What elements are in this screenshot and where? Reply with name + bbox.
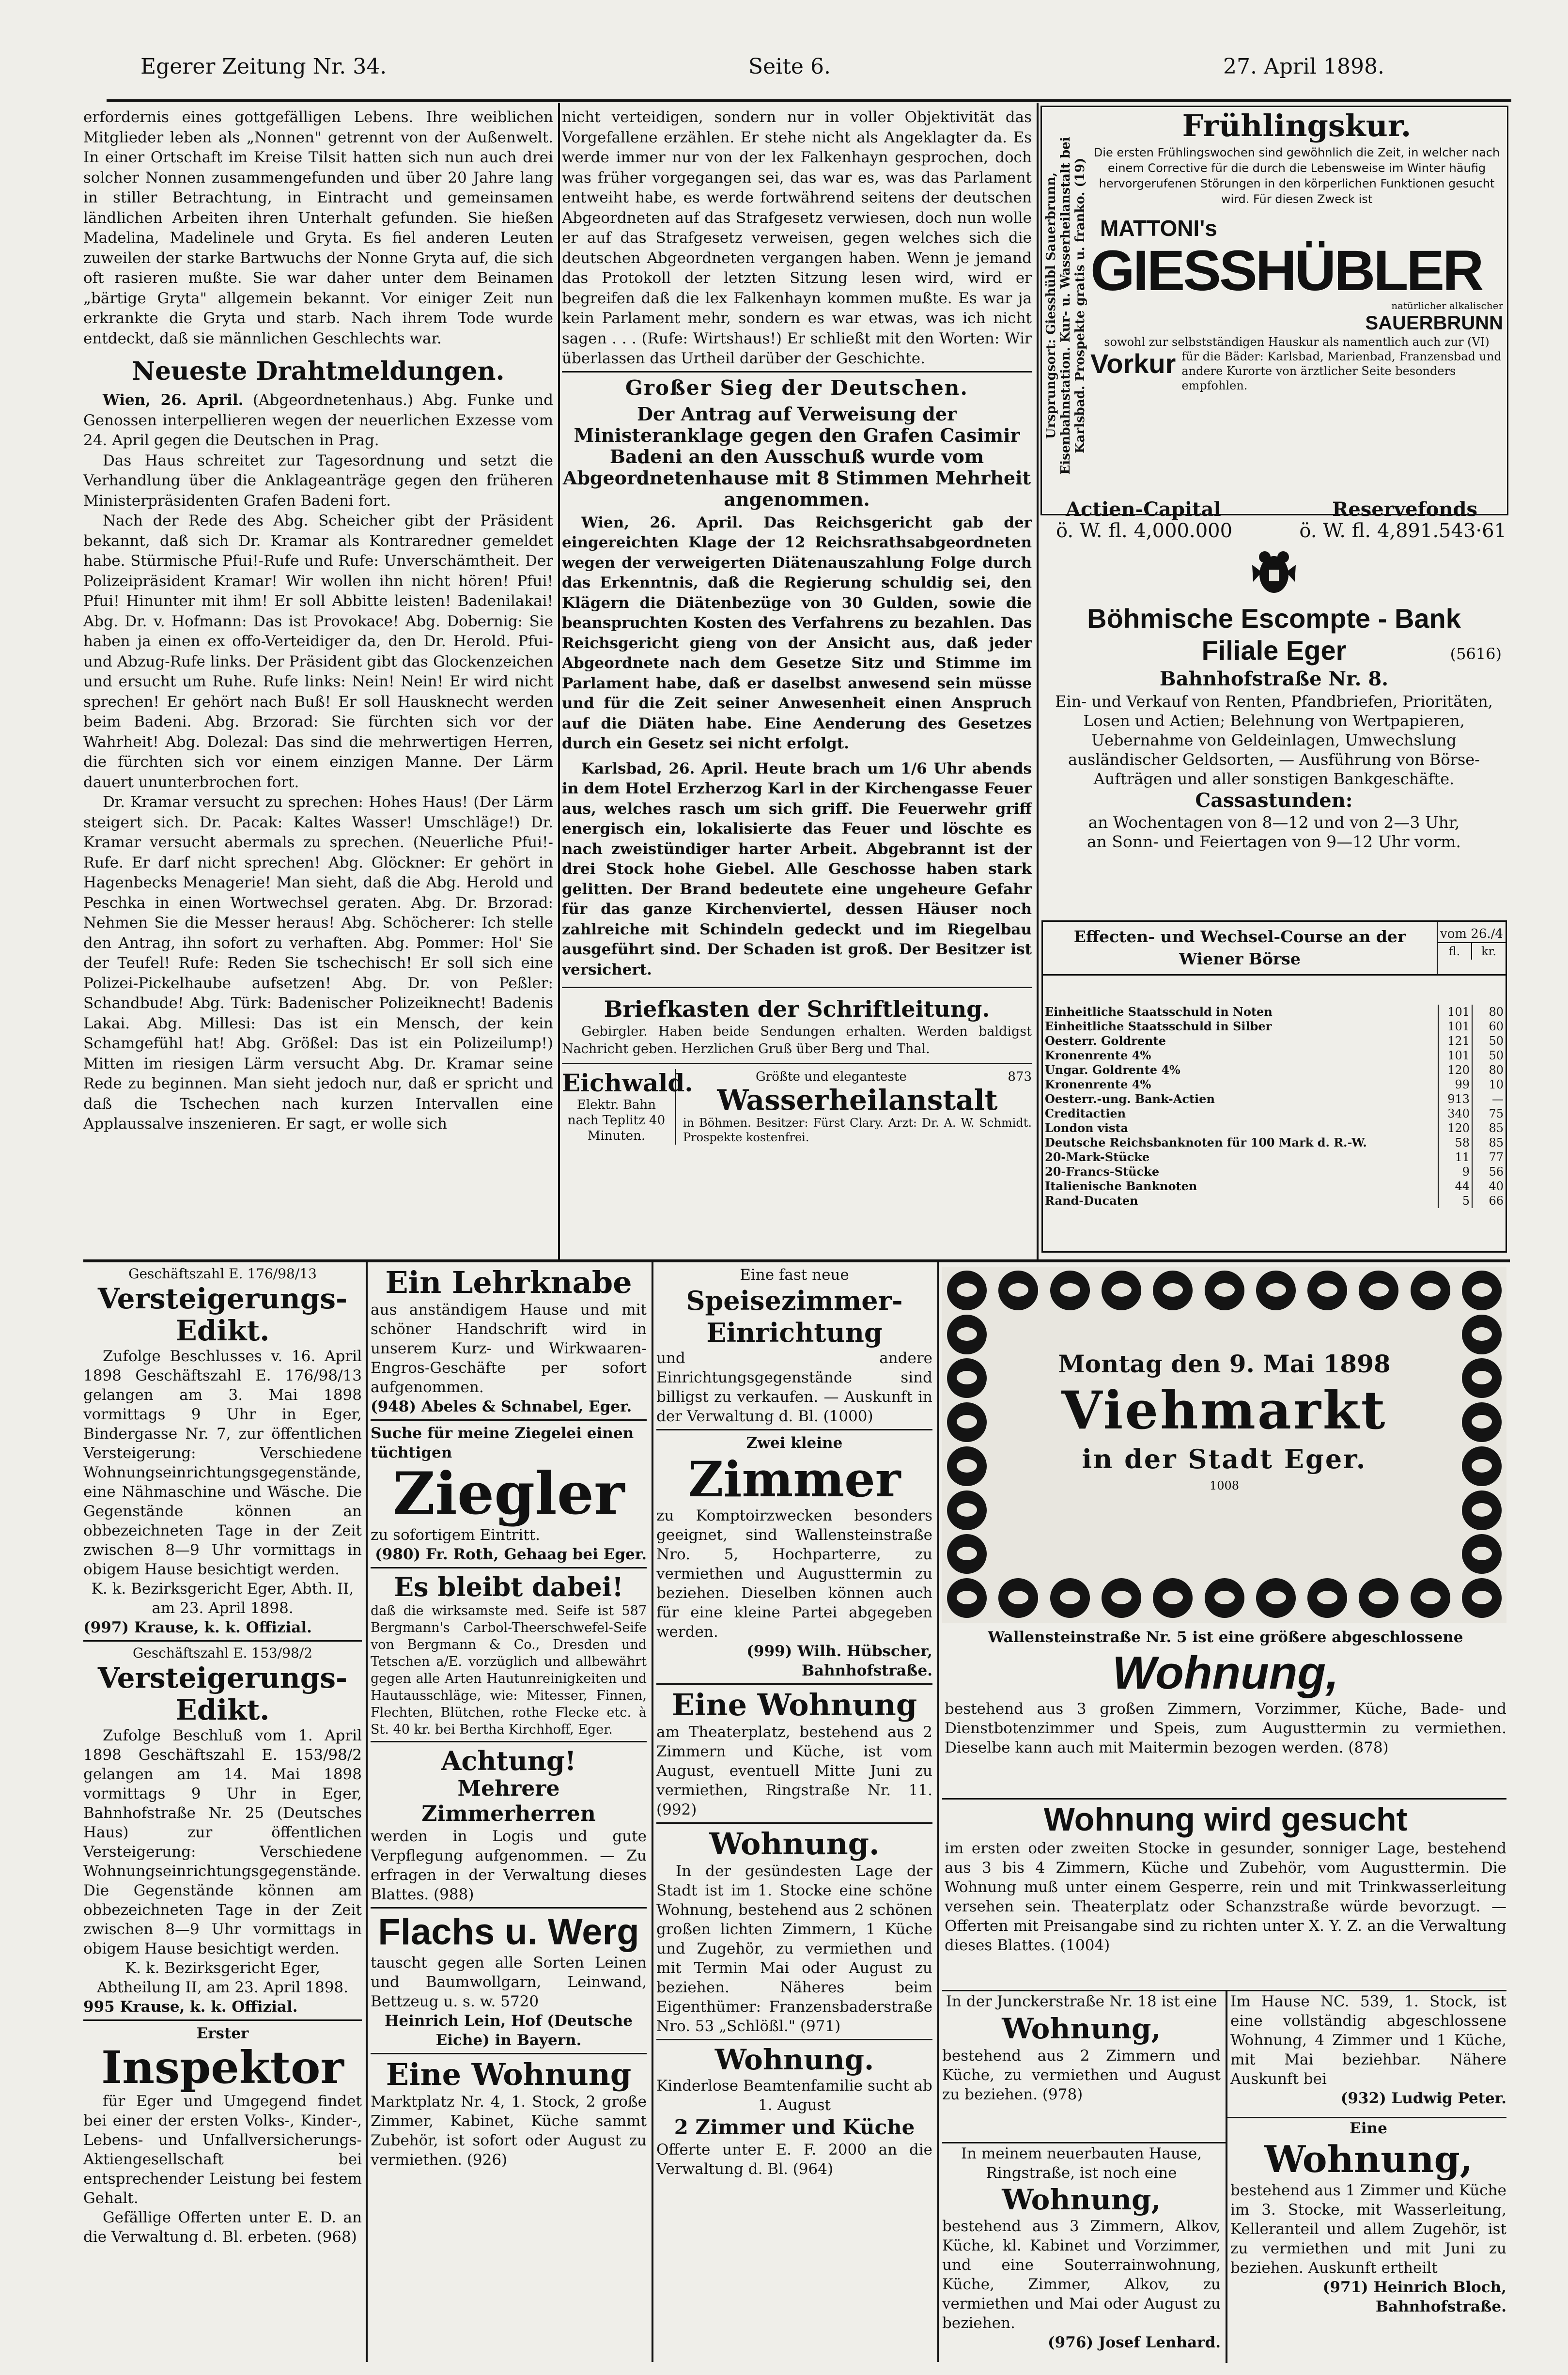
rate-fl: 58 — [1438, 1135, 1472, 1150]
soap-title: Es bleibt dabei! — [393, 1571, 624, 1602]
col-header-fl: fl. — [1448, 945, 1460, 958]
rate-fl: 101 — [1438, 1005, 1472, 1019]
rate-fl: 101 — [1438, 1019, 1472, 1034]
cattle-medallion-icon — [1102, 1578, 1141, 1618]
brickmaker-sign: (980) Fr. Roth, Gehaag bei Eger. — [375, 1546, 647, 1563]
dateline: Wien, 26. April. — [103, 391, 244, 409]
page-number: Seite 6. — [748, 54, 831, 79]
ad-text: bestehend aus 3 großen Zimmern, Vorzimmer, Küche, Bade- und Dienstbotenzimmer und Speis, zum Augusttermin zu vermiethen. Dieselbe kann auch mit Maitermin bezogen werden. (878) — [945, 1700, 1506, 1756]
letterbox-heading: Briefkasten der Schriftleitung. — [604, 996, 990, 1022]
stock-rates-table — [1041, 920, 1507, 1253]
spa-ad — [562, 1069, 1032, 1145]
attention-title: Achtung! — [441, 1745, 576, 1776]
cattle-medallion-icon — [998, 1578, 1038, 1618]
ad-number: 873 — [1008, 1070, 1032, 1084]
rate-row — [1043, 1135, 1506, 1150]
cattle-medallion-icon — [947, 1271, 987, 1310]
capital-value: ö. W. fl. 4,000.000 — [1056, 520, 1233, 542]
article-paragraph: Wien, 26. April. Das Reichsgericht gab der eingereichten Klage der 12 Reichsrathsabgeordneten wegen der verweigerten Diätenauszahlung Folge durch das Erkenntnis, daß die Regierung schuldig sei, den Klägern die Diätenbezüge von 30 Gulden, sowie die beanspruchten Kosten des Verfahrens zu bezahlen. Das Reichsgericht gieng von der Ansicht aus, daß jeder Abgeordnete nach dem Gesetze Sitz und Stimme im Parlament habe, daß er daselbst anwesend sein müsse und für die Zeit seiner Anwesenheit einen Anspruch auf die Diäten habe. Eine Aenderung des Gesetzes durch ein Gesetz sei nicht erfolgt. — [562, 513, 1032, 752]
edikt-court: K. k. Bezirksgericht Eger, Abtheilung II, am 23. April 1898. — [96, 1959, 349, 1996]
edikt-court: K. k. Bezirksgericht Eger, Abth. II, am 23. April 1898. — [91, 1580, 354, 1617]
mattoni-tail: sowohl zur selbstständigen Hauskur als namentlich auch zur (VI) — [1104, 335, 1490, 349]
bank-street: Bahnhofstraße Nr. 8. — [1159, 667, 1389, 690]
cattle-medallion-icon — [947, 1490, 987, 1530]
cattle-medallion-icon — [947, 1358, 987, 1398]
market-place: in der Stadt Eger. — [1082, 1444, 1367, 1475]
rate-name: Rand-Ducaten — [1045, 1194, 1138, 1208]
rate-row — [1043, 1092, 1506, 1106]
cattle-medallion-icon — [1102, 1271, 1141, 1310]
edikt-title: Versteigerungs-Edikt. — [97, 1282, 348, 1347]
apartment-text: Kinderlose Beamtenfamilie sucht ab 1. August — [656, 2077, 932, 2114]
rate-fl: 913 — [1438, 1092, 1472, 1106]
article-paragraph: Karlsbad, 26. April. Heute brach um 1/6 Uhr abends in dem Hotel Erzherzog Karl in der Kirchengasse Feuer aus, welches rasch um sich griff. Die Feuerwehr griff energisch ein, lokalisierte das Feuer und löschte es nach zweistündiger harter Arbeit. Abgebrannt ist der drei Stock hohe Giebel. Alle Geschosse haben stark gelitten. Der Brand bedeutete eine ungeheure Gefahr für das ganze Kirchenviertel, dessen Häuser noch zahlreiche mit Schindeln gedeckt und im Riegelbau ausgeführt sind. Der Schaden ist groß. Der Besitzer ist versichert. — [562, 760, 1032, 978]
ad-pre: Eine — [1350, 2120, 1387, 2137]
letterbox-text: Gebirgler. Haben beide Sendungen erhalten. Werden baldigst Nachricht geben. Herzlichen Gruß über Berg und Thal. — [562, 1024, 1032, 1056]
cattle-medallion-icon — [947, 1446, 987, 1486]
mattoni-body — [1090, 107, 1503, 393]
apprentice-title: Ein Lehrknabe — [385, 1265, 632, 1300]
reserve-value: ö. W. fl. 4,891.543·61 — [1299, 520, 1506, 542]
ad-text: bestehend aus 3 Zimmern, Alkov, Küche, kl. Kabinet und Vorzimmer, und eine Souterrainwohnung, Küche, Zimmer, Alkov, zu vermiethen und Mai oder August zu beziehen. — [942, 2218, 1221, 2332]
ad-text: bestehend aus 1 Zimmer und Küche im 3. Stocke, mit Wasserleitung, Kelleranteil und allem Zugehör, ist zu vermiethen und mit Juni zu beziehen. Auskunft ertheilt — [1230, 2182, 1506, 2277]
bank-services: Ein- und Verkauf von Renten, Pfandbriefen, Prioritäten, Losen und Actien; Belehnung von Wertpapieren, Uebernahme von Geldeinlagen, Umwechslung ausländischer Geldsorten, — Ausführung von Börse-Aufträgen und aller sonstigen Bankgeschäfte. — [1055, 692, 1493, 788]
dining-pre: Eine fast neue — [740, 1266, 849, 1284]
mattoni-vorkur: Vorkur — [1090, 348, 1176, 379]
apartment-sub: 2 Zimmer und Küche — [674, 2115, 915, 2139]
brickmaker-title: Ziegler — [392, 1459, 625, 1528]
cattle-medallion-icon — [1462, 1402, 1502, 1442]
mattoni-title: Frühlingskur. — [1182, 108, 1412, 143]
rate-name: London vista — [1045, 1121, 1129, 1135]
rate-row — [1043, 1048, 1506, 1063]
classified-column-1 — [83, 1265, 362, 2360]
attention-text: werden in Logis und gute Verpflegung aufgenommen. — Zu erfragen in der Verwaltung dieses Blattes. (988) — [371, 1828, 647, 1903]
double-eagle-icon — [1247, 545, 1301, 599]
inspector-title: Inspektor — [101, 2041, 344, 2094]
market-title: Viehmarkt — [1061, 1380, 1387, 1441]
apartment-wallenstein-ad — [945, 1628, 1506, 1797]
cattle-medallion-icon — [1462, 1358, 1502, 1398]
ad-text: Im Hause NC. 539, 1. Stock, ist eine vollständig abgeschlossene Wohnung, 4 Zimmer und 1 Küche, mit Mai beziehbar. Nähere Auskunft bei — [1230, 1993, 1506, 2088]
header-rule — [107, 99, 1511, 102]
hours-label: Cassastunden: — [1195, 789, 1353, 812]
ad-title: Wohnung, — [1002, 2183, 1161, 2216]
col-header-kr: kr. — [1471, 943, 1506, 960]
apartment-text: In der gesündesten Lage der Stadt ist im 1. Stocke eine schöne Wohnung, bestehend aus 2 schönen großen lichten Zimmern, 1 Küche und Zugehör, zu vermiethen und mit Termin Mai oder August zu beziehen. Näheres beim Eigenthümer: Franzensbaderstraße Nro. 53 „Schlößl." (971) — [656, 1863, 932, 2035]
apartment-text: Marktplatz Nr. 4, 1. Stock, 2 große Zimmer, Kabinet, Küche sammt Zubehör, ist sofort oder August zu vermiethen. (926) — [371, 2093, 647, 2169]
market-date: Montag den 9. Mai 1898 — [1058, 1350, 1391, 1378]
eagle-emblem — [1247, 545, 1301, 599]
rate-name: Oesterr. Goldrente — [1045, 1034, 1166, 1048]
rate-name: Einheitliche Staatsschuld in Silber — [1045, 1019, 1272, 1033]
rate-row — [1043, 1179, 1506, 1194]
issue-date: 27. April 1898. — [1223, 54, 1385, 79]
column-divider — [652, 1262, 653, 2362]
brickmaker-pre: Suche für meine Ziegelei einen tüchtigen — [371, 1425, 634, 1461]
cattle-medallion-icon — [1411, 1271, 1450, 1310]
spa-title: Wasserheilanstalt — [717, 1084, 998, 1117]
dining-title: Speisezimmer-Einrichtung — [686, 1285, 903, 1348]
cattle-medallion-icon — [1411, 1578, 1450, 1618]
rate-fl: 11 — [1438, 1150, 1472, 1164]
mattoni-side-text: Ursprungsort: Giesshübl Sauerbrunn, Eisenbahnstation. Kur- u. Wasserheilanstalt bei Karlsbad. Prospekte gratis u. franko. (19) — [1044, 137, 1087, 475]
cattle-medallion-icon — [1462, 1315, 1502, 1354]
rate-fl: 99 — [1438, 1077, 1472, 1092]
ad-number: (5616) — [1450, 645, 1502, 663]
rate-name: Ungar. Goldrente 4% — [1045, 1063, 1180, 1077]
cattle-medallion-icon — [1462, 1578, 1502, 1618]
intro-article: erfordernis eines gottgefälligen Lebens. Ihre weiblichen Mitglieder leben als „Nonnen" getrennt von der Außenwelt. In einer Ortschaft im Kreise Tilsit hatten sich nun auch drei solcher Nonnen zusammengefunden und über 20 Jahre lang in stiller Betrachtung, in Eintracht und gemeinsamen ländlichen Arbeiten ihren Unterhalt gefunden. Sie hießen Madelina, Madelinele und Gryta. Es fiel anderen Leuten zuweilen der starke Bartwuchs der Nonne Gryta auf, die sich oft rasieren mußte. Sie war daher unter dem Beinamen „bärtige Gryta" allgemein bekannt. Vor einiger Zeit nun erkrankte die Gryta und starb. Nach ihrem Tode wurde entdeckt, daß sie männlichen Geschlechts war. — [83, 109, 553, 347]
cattle-medallion-icon — [1256, 1578, 1296, 1618]
section-heading: Großer Sieg der Deutschen. — [625, 375, 968, 400]
rate-name: Deutsche Reichsbanknoten für 100 Mark d. R.-W. — [1045, 1135, 1367, 1149]
rate-kr: 50 — [1472, 1034, 1506, 1048]
rates-date: vom 26./4 — [1440, 927, 1503, 941]
rate-kr: 85 — [1472, 1121, 1506, 1135]
column-1 — [83, 108, 553, 1260]
spa-tagline: Größte und eleganteste — [756, 1070, 907, 1084]
mattoni-brand-note: natürlicher alkalischer — [1391, 300, 1503, 311]
rate-kr: 40 — [1472, 1179, 1506, 1194]
mattoni-intro: Die ersten Frühlingswochen sind gewöhnlich die Zeit, in welcher nach einem Corrective für die durch die Lebensweise im Winter häufig hervorgerufenen Störungen in den körperlichen Funktionen gesucht wird. Für diesen Zweck ist — [1093, 146, 1500, 206]
rates-title: Effecten- und Wechsel-Course an der Wiener Börse — [1073, 927, 1406, 968]
rate-kr: 85 — [1472, 1135, 1506, 1150]
rate-name: Kronenrente 4% — [1045, 1077, 1151, 1091]
ad-pre: In der Junckerstraße Nr. 18 ist eine — [946, 1993, 1217, 2010]
cattle-market-ad — [942, 1267, 1506, 1623]
bank-branch: Filiale Eger — [1201, 635, 1347, 666]
edikt-ref: Geschäftszahl E. 153/98/2 — [132, 1645, 313, 1661]
rooms-title: Zimmer — [688, 1451, 901, 1508]
rates-rows — [1043, 1005, 1506, 1208]
ad-sign: (932) Ludwig Peter. — [1340, 2090, 1506, 2107]
cattle-medallion-icon — [1359, 1271, 1398, 1310]
rate-fl: 44 — [1438, 1179, 1472, 1194]
rate-row — [1043, 1063, 1506, 1077]
rate-fl: 120 — [1438, 1063, 1472, 1077]
apartment-title: Wohnung. — [714, 2043, 874, 2076]
hours-weekdays: an Wochentagen von 8—12 und von 2—3 Uhr, — [1088, 813, 1460, 832]
classified-column-3 — [656, 1265, 932, 2360]
column-divider — [1037, 103, 1039, 1260]
cattle-medallion-icon — [947, 1534, 987, 1574]
cattle-medallion-icon — [1050, 1271, 1090, 1310]
flax-text: tauscht gegen alle Sorten Leinen und Baumwollgarn, Leinwand, Bettzeug u. s. w. 5720 — [371, 1954, 647, 2010]
dining-text: und andere Einrichtungsgegenstände sind billigst zu verkaufen. — Auskunft in der Verwaltung d. Bl. (1000) — [656, 1350, 932, 1425]
edikt-title: Versteigerungs-Edikt. — [97, 1661, 348, 1726]
ad-title: Wohnung, — [1264, 2138, 1473, 2181]
sub-heading: Der Antrag auf Verweisung der Ministeranklage gegen den Grafen Casimir Badeni an den Ausschuß wurde vom Abgeordnetenhause mit 8 Stimmen Mehrheit angenommen. — [562, 403, 1031, 510]
section-rule — [83, 1259, 1510, 1262]
rate-kr: 77 — [1472, 1150, 1506, 1164]
rate-row — [1043, 1121, 1506, 1135]
cattle-medallion-icon — [1462, 1271, 1502, 1310]
rate-name: Italienische Banknoten — [1045, 1179, 1197, 1193]
rate-row — [1043, 1150, 1506, 1164]
cattle-medallion-icon — [1205, 1578, 1244, 1618]
spa-box — [683, 1069, 1032, 1145]
attention-sub: Mehrere Zimmerherren — [421, 1776, 596, 1826]
article-paragraph: Wien, 26. April. (Abgeordnetenhaus.) Abg. Funke und Genossen interpellieren wegen der neuerlichen Exzesse vom 24. April gegen die Deutschen in Prag. — [83, 391, 553, 449]
flax-sign: Heinrich Lein, Hof (Deutsche Eiche) in Bayern. — [385, 2012, 633, 2049]
rate-row — [1043, 1034, 1506, 1048]
rooms-pre: Zwei kleine — [746, 1434, 843, 1452]
apartment-nc539-ad — [1230, 1992, 1506, 2113]
apartment-bloch-ad — [1230, 2119, 1506, 2363]
cattle-medallion-icon — [1359, 1578, 1398, 1618]
rate-row — [1043, 1106, 1506, 1121]
article-paragraph: nicht verteidigen, sondern nur in voller Objektivität das Vorgefallene erzählen. Er stehe nicht als Angeklagter da. Es werde immer nur von der lex Falkenhayn gesprochen, doch was früher vorgegangen sei, das war es, was das Parlament entweiht habe, es werde fortwährend seitens der deutschen Abgeordneten auf das Strafgesetz verwiesen, doch nun wolle er auf das Strafgesetz verweisen, gegen welches sich die deutschen Abgeordneten vergangen haben. Wenn je jemand das Protokoll der letzten Sitzung lesen wird, wird er begreifen daß die lex Falkenhayn kommen mußte. Es war ja kein Parlament mehr, sondern es war etwas, was ich nicht sagen . . . (Rufe: Wirtshaus!) Er schließt mit den Worten: Wir überlassen das Urtheil darüber der Geschichte. — [562, 109, 1032, 367]
mattoni-vorkur-text: für die Bäder: Karlsbad, Marienbad, Franzensbad und andere Kurorte von ärztlicher Seite besonders empfohlen. — [1181, 350, 1502, 392]
cattle-medallion-icon — [1153, 1271, 1193, 1310]
apartment-wanted-ad — [945, 1800, 1506, 1990]
masthead-left: Egerer Zeitung Nr. 34. — [140, 54, 387, 79]
edikt-sign: 995 Krause, k. k. Offizial. — [83, 1998, 298, 2016]
rate-name: Oesterr.-ung. Bank-Actien — [1045, 1092, 1215, 1106]
rate-kr: 66 — [1472, 1194, 1506, 1208]
ad-pre: In meinem neuerbauten Hause, Ringstraße, ist noch eine — [961, 2145, 1202, 2182]
ad-title: Wohnung, — [1002, 2012, 1161, 2045]
rate-fl: 101 — [1438, 1048, 1472, 1063]
cattle-medallion-icon — [1256, 1271, 1296, 1310]
rate-kr: 80 — [1472, 1005, 1506, 1019]
rate-name: Creditactien — [1045, 1106, 1126, 1120]
inspector-tail: Gefällige Offerten unter E. D. an die Verwaltung d. Bl. erbeten. (968) — [83, 2209, 362, 2246]
rate-row — [1043, 1164, 1506, 1179]
ad-text: im ersten oder zweiten Stocke in gesunder, sonniger Lage, bestehend aus 3 bis 4 Zimmern, Küche und Zubehör, vom Augusttermin. Die Wohnung muß unter einem Gesperre, rein und mit Trinkwasserleitung versehen sein. Theaterplatz oder Schanzstraße würde bevorzugt. — Offerten mit Preisangabe sind zu richten unter X. Y. Z. an die Verwaltung dieses Blattes. (1004) — [945, 1840, 1506, 1954]
cattle-medallion-icon — [947, 1402, 987, 1442]
ad-sign: (971) Heinrich Bloch, Bahnhofstraße. — [1322, 2279, 1506, 2315]
apartment-title: Wohnung. — [709, 1826, 880, 1862]
cattle-medallion-icon — [1050, 1578, 1090, 1618]
rate-row — [1043, 1005, 1506, 1019]
cattle-medallion-icon — [1205, 1271, 1244, 1310]
mattoni-brand: GIESSHÜBLER — [1090, 239, 1482, 303]
rooms-sign: (999) Wilh. Hübscher, Bahnhofstraße. — [746, 1643, 932, 1679]
rate-name: Einheitliche Staatsschuld in Noten — [1045, 1005, 1273, 1019]
cattle-medallion-icon — [1462, 1446, 1502, 1486]
rate-kr: 10 — [1472, 1077, 1506, 1092]
capital-label: Actien-Capital — [1066, 499, 1221, 521]
bank-name: Böhmische Escompte - Bank — [1087, 603, 1461, 634]
cattle-medallion-icon — [947, 1315, 987, 1354]
reserve-label: Reservefonds — [1332, 499, 1477, 521]
rate-row — [1043, 1077, 1506, 1092]
cattle-medallion-icon — [1307, 1271, 1347, 1310]
divider — [562, 1063, 1032, 1064]
column-2 — [562, 108, 1032, 1260]
article-paragraph: Nach der Rede des Abg. Scheicher gibt der Präsident bekannt, daß sich Dr. Kramar als Kontraredner gemeldet habe. Stürmische Pfui!-Rufe und Rufe: Unverschämtheit. Der Polizeipräsident Kramar! Wir wollen ihn nicht hören! Pfui! Pfui! Hinunter mit ihm! Er soll Abbitte leisten! Badenilakai! Abg. Dr. v. Hofmann: Das ist Provokace! Abg. Dobernig: Sie haben ja einen ex offo-Verteidiger da, den Dr. Herold. Pfui- und Abzug-Rufe links. Der Präsident gibt das Glockenzeichen und ersucht um Ruhe. Rufe links: Nein! Nein! Er wird nicht sprechen! Er gehört nach Buß! Er soll Hausknecht werden beim Badeni. Abg. Brzorad: Sie fürchten sich vor der Wahrheit! Abg. Dolezal: Das sind die mehrwertigen Herren, die fürchten sich vor einem einzigen Manne. Der Lärm dauert ununterbrochen fort. — [83, 512, 553, 791]
ad-title: Wohnung, — [1112, 1647, 1339, 1699]
apartment-text: am Theaterplatz, bestehend aus 2 Zimmern und Küche, ist vom August, eventuell Mitte Juni zu vermiethen, Ringstraße Nr. 11. (992) — [656, 1723, 932, 1818]
rate-kr: 75 — [1472, 1106, 1506, 1121]
cattle-medallion-icon — [1462, 1490, 1502, 1530]
rate-kr: 80 — [1472, 1063, 1506, 1077]
edikt-text: Zufolge Beschlusses v. 16. April 1898 Geschäftszahl E. 176/98/13 gelangen am 3. Mai 1898 vormittags 9 Uhr in Eger, Bindergasse Nr. 7, zur öffentlichen Versteigerung: Verschiedene Wohnungseinrichtungsgegenstände, eine Nähmaschine und Wäsche. Die Gegenstände können an obbezeichneten Tage in der Zeit zwischen 8—9 Uhr vormittags in obigem Hause besichtigt werden. — [83, 1348, 362, 1578]
ad-title: Wohnung wird gesucht — [1043, 1801, 1408, 1838]
ad-number: 1008 — [1209, 1479, 1240, 1492]
rate-fl: 121 — [1438, 1034, 1472, 1048]
apprentice-sign: (948) Abeles & Schnabel, Eger. — [371, 1398, 632, 1415]
ad-pre: Wallensteinstraße Nr. 5 ist eine größere abgeschlossene — [988, 1629, 1463, 1646]
inspector-text: für Eger und Umgegend findet bei einer der ersten Volks-, Kinder-, Lebens- und Unfallversicherungs-Aktiengesellschaft bei entsprechender Leistung bei festem Gehalt. — [83, 2093, 362, 2207]
column-divider — [558, 103, 560, 1260]
spa-sub: in Böhmen. Besitzer: Fürst Clary. Arzt: Dr. A. W. Schmidt. Prospekte kostenfrei. — [683, 1116, 1032, 1144]
flax-title: Flachs u. Werg — [378, 1911, 639, 1953]
rate-kr: 60 — [1472, 1019, 1506, 1034]
brickmaker-sub: zu sofortigem Eintritt. — [371, 1526, 540, 1544]
rooms-text: zu Komptoirzwecken besonders geeignet, sind Wallensteinstraße Nro. 5, Hochparterre, zu vermiethen und Augusttermin zu beziehen. Dieselben können auch für eine kleine Partei abgegeben werden. — [656, 1507, 932, 1641]
apprentice-text: aus anständigem Hause und mit schöner Handschrift wird in unserem Kurz- und Wirkwaaren-Engros-Geschäfte per sofort aufgenommen. — [371, 1301, 647, 1396]
ad-text: bestehend aus 2 Zimmern und Küche, zu vermiethen und August zu beziehen. (978) — [942, 2047, 1221, 2103]
mattoni-sauerbrunn: SAUERBRUNN — [1365, 312, 1503, 334]
mattoni-brand-small: MATTONI's — [1100, 216, 1217, 241]
rate-fl: 120 — [1438, 1121, 1472, 1135]
rate-kr: 50 — [1472, 1048, 1506, 1063]
column-divider — [1226, 1990, 1227, 2363]
cattle-medallion-icon — [1462, 1534, 1502, 1574]
rate-name: Kronenrente 4% — [1045, 1048, 1151, 1062]
eichwald-sub: Elektr. Bahn nach Teplitz 40 Minuten. — [567, 1098, 666, 1143]
divider — [562, 371, 1032, 373]
rate-fl: 5 — [1438, 1194, 1472, 1208]
mattoni-ad — [1040, 106, 1508, 515]
rate-fl: 9 — [1438, 1164, 1472, 1179]
cattle-medallion-icon — [947, 1578, 987, 1618]
cattle-medallion-icon — [1307, 1578, 1347, 1618]
edikt-text: Zufolge Beschluß vom 1. April 1898 Geschäftszahl E. 153/98/2 gelangen am 14. Mai 1898 vormittags 9 Uhr in Eger, Bahnhofstraße Nr. 25 (Deutsches Haus) zur öffentlichen Versteigerung: Verschiedene Wohnungseinrichtungsgegenstände. Die Gegenstände können am obbezeichneten Tage in der Zeit zwischen 8—9 Uhr vormittags in obigem Hause besichtigt werden. — [83, 1727, 362, 1957]
cattle-medallion-icon — [1153, 1578, 1193, 1618]
apartment-tail: Offerte unter E. F. 2000 an die Verwaltung d. Bl. (964) — [656, 2141, 932, 2178]
rate-row — [1043, 1194, 1506, 1208]
article-paragraph: Das Haus schreitet zur Tagesordnung und setzt die Verhandlung über die Anklageanträge gegen den früheren Ministerpräsidenten Grafen Badeni fort. — [83, 451, 553, 510]
section-heading: Neueste Drahtmeldungen. — [132, 357, 505, 386]
inspector-pre: Erster — [196, 2025, 249, 2042]
rate-kr: — — [1472, 1092, 1506, 1106]
apartment-title: Eine Wohnung — [671, 1687, 917, 1723]
eichwald-box — [562, 1069, 693, 1145]
column-divider — [366, 1262, 368, 2362]
rate-name: 20-Mark-Stücke — [1045, 1150, 1150, 1164]
cattle-medallion-icon — [998, 1271, 1038, 1310]
ad-sign: (976) Josef Lenhard. — [1048, 2334, 1221, 2351]
classified-column-2 — [371, 1265, 647, 2360]
article-paragraph: Dr. Kramar versucht zu sprechen: Hohes Haus! (Der Lärm steigert sich. Dr. Pacak: Kaltes Wasser! Umschläge!) Dr. Kramar versucht abermals zu sprechen. (Neuerliche Pfui!-Rufe. Er darf nicht sprechen! Abg. Glöckner: Er gehört in Hagenbecks Menagerie! Man sieht, daß die Abg. Herold und Peschka in einen Wortwechsel geraten. Abg. Dr. Brzorad: Nehmen Sie die Messer heraus! Abg. Schöcherer: Ich stelle den Antrag, ihn sofort zu verhaften. Abg. Pommer: Hol' Sie der Teufel! Rufe: Reden Sie tschechisch! Er soll sich eine Polizei-Pickelhaube aufsetzen! Abg. Dr. von Peßler: Schandbude! Abg. Türk: Badenischer Polizeiknecht! Badenis Lakai. Abg. Millesi: Das ist ein Mensch, der kein Schamgefühl hat! Abg. Größel: Das ist ein Polizeilump!) Mitten im riesigen Lärm versucht Abg. Dr. Kramar seine Rede zu beginnen. Man sieht jedoch nur, daß er spricht und daß die Tschechen nach kurzen Intervallen eine Applaussalve inszenieren. Er sagt, er wolle sich — [83, 793, 553, 1133]
eichwald-title: Eichwald. — [562, 1069, 693, 1097]
divider — [562, 987, 1032, 988]
hours-holidays: an Sonn- und Feiertagen von 9—12 Uhr vorm. — [1087, 832, 1461, 851]
apartment-title: Eine Wohnung — [386, 2057, 632, 2092]
rate-fl: 340 — [1438, 1106, 1472, 1121]
soap-text: daß die wirksamste med. Seife ist 587 Bergmann's Carbol-Theerschwefel-Seife von Bergmann & Co., Dresden und Tetschen a/E. vorzüglich und allbewährt gegen alle Arten Hautunreinigkeiten und Hautausschläge, wie: Mitesser, Finnen, Flechten, Blütchen, rothe Flecke etc. à St. 40 kr. bei Bertha Kirchhoff, Eger. — [371, 1603, 647, 1737]
apartment-junckerstrasse-ad — [942, 1992, 1221, 2142]
column-divider — [937, 1262, 939, 2362]
edikt-ref: Geschäftszahl E. 176/98/13 — [128, 1266, 317, 1282]
apartment-ringstrasse-ad — [942, 2144, 1221, 2362]
rate-name: 20-Francs-Stücke — [1045, 1164, 1160, 1179]
edikt-sign: (997) Krause, k. k. Offizial. — [83, 1619, 312, 1636]
rate-row — [1043, 1019, 1506, 1034]
rate-kr: 56 — [1472, 1164, 1506, 1179]
bank-ad — [1041, 499, 1506, 913]
